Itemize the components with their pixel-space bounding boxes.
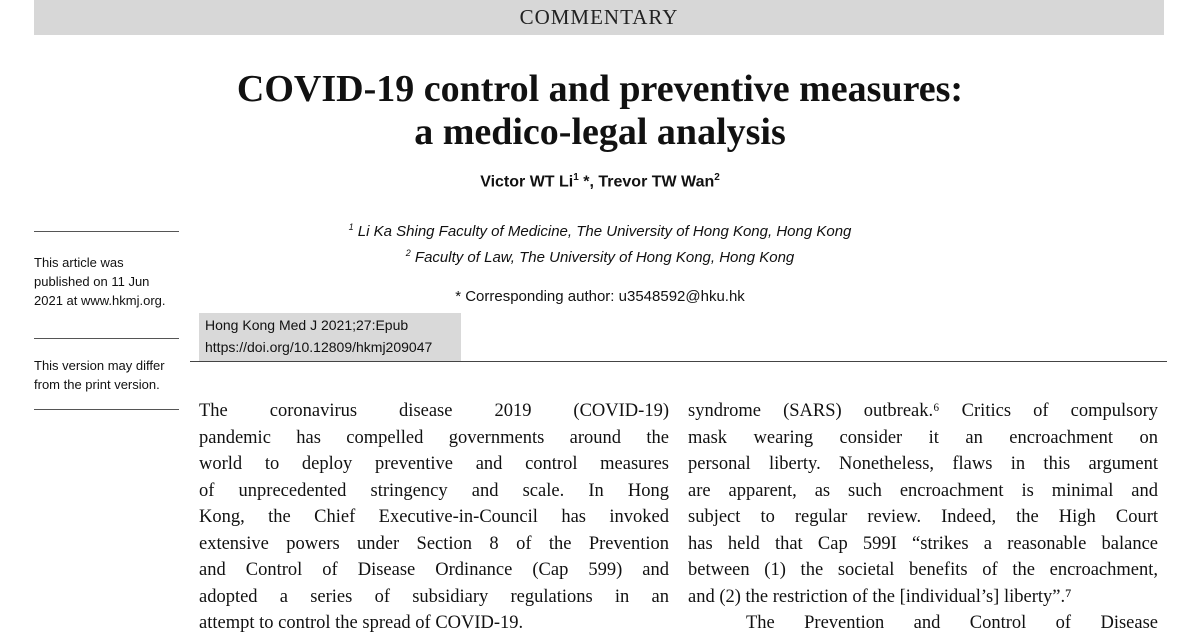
- author-2: Trevor TW Wan: [598, 173, 715, 191]
- body-line: personal liberty. Nonetheless, flaws in this argument: [688, 454, 1158, 474]
- body-line: subject to regular review. Indeed, the High Court: [688, 507, 1158, 527]
- body-line: adopted a series of subsidiary regulations in an: [199, 586, 669, 607]
- header-divider: [190, 361, 1167, 362]
- affiliation-2-text: Faculty of Law, The University of Hong Kong, Hong Kong: [414, 249, 795, 266]
- note-line: This version may differ: [34, 358, 165, 373]
- body-line: syndrome (SARS) outbreak.⁶ Critics of compulsory: [688, 401, 1158, 421]
- affiliation-1: [0, 222, 1200, 240]
- body-line: The Prevention and Control of Disease: [746, 613, 1158, 633]
- affiliation-1-sup: 1: [348, 222, 354, 232]
- affiliation-1-text: Li Ka Shing Faculty of Medicine, The University of Hong Kong, Hong Kong: [357, 223, 852, 240]
- body-line: Kong, the Chief Executive-in-Council has invoked: [199, 507, 669, 527]
- title-line-1: COVID-19 control and preventive measures:: [236, 68, 964, 110]
- corresponding-mark: *,: [578, 173, 599, 191]
- body-line: world to deploy preventive and control measures: [199, 454, 669, 474]
- note-line: from the print version.: [34, 377, 160, 392]
- journal-citation: Hong Kong Med J 2021;27:Epub: [205, 317, 409, 333]
- body-line: attempt to control the spread of COVID-19.: [199, 613, 524, 633]
- author-2-affil: 2: [714, 172, 720, 183]
- doi-link[interactable]: https://doi.org/10.12809/hkmj209047: [205, 339, 433, 355]
- sidebar-rule-top: [34, 231, 179, 232]
- body-line: and Control of Disease Ordinance (Cap 599) and: [199, 560, 669, 580]
- section-label: COMMENTARY: [519, 5, 679, 29]
- title-line-2: a medico-legal analysis: [414, 111, 786, 153]
- note-line: 2021 at www.hkmj.org.: [34, 293, 166, 308]
- corresponding-author: * Corresponding author: u3548592@hku.hk: [455, 288, 745, 305]
- body-line: of unprecedented stringency and scale. In Hong: [199, 480, 669, 501]
- body-column-1: [199, 398, 669, 637]
- note-line: This article was: [34, 255, 124, 270]
- author-1-affil: 1: [573, 172, 579, 183]
- body-line: mask wearing consider it an encroachment on: [688, 427, 1158, 448]
- body-line: has held that Cap 599I “strikes a reasonable balance: [688, 533, 1158, 554]
- body-line: extensive powers under Section 8 of the Prevention: [199, 533, 669, 554]
- sidebar-note-version: [34, 356, 184, 394]
- body-line: between (1) the societal benefits of the encroachment,: [688, 560, 1158, 580]
- section-banner: [34, 0, 1164, 35]
- body-column-2: [688, 398, 1158, 637]
- affiliation-2-sup: 2: [405, 248, 411, 258]
- note-line: published on 11 Jun: [34, 274, 150, 289]
- author-list: [0, 172, 1200, 191]
- sidebar-rule-middle: [34, 338, 179, 339]
- body-line: The coronavirus disease 2019 (COVID-19): [199, 401, 669, 421]
- sidebar-note-published: [34, 253, 184, 310]
- body-line: are apparent, as such encroachment is minimal and: [688, 480, 1158, 501]
- sidebar-rule-bottom: [34, 409, 179, 410]
- article-title: [0, 68, 1200, 154]
- author-1: Victor WT Li: [480, 173, 574, 191]
- citation-box: [199, 313, 461, 361]
- body-line: pandemic has compelled governments around the: [199, 427, 669, 448]
- body-line: and (2) the restriction of the [individual’s] liberty”.⁷: [688, 586, 1072, 607]
